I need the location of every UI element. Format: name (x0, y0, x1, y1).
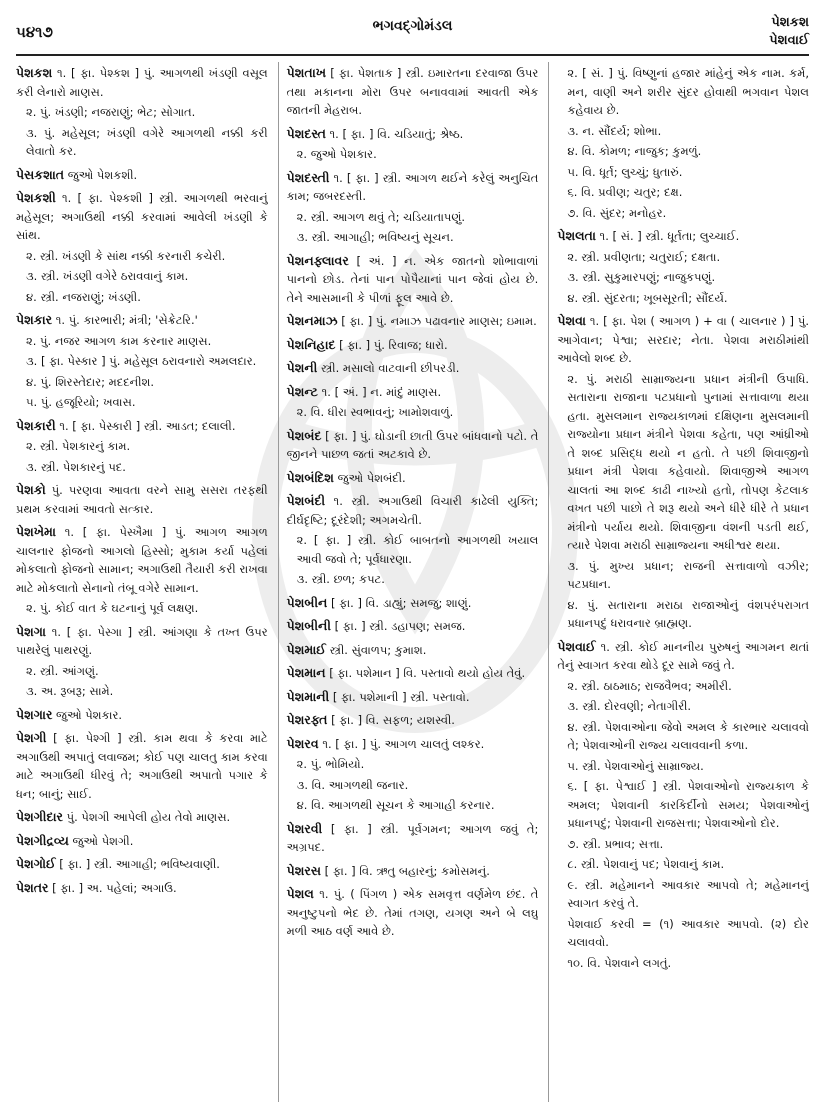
dictionary-entry (16, 855, 268, 874)
entry-headline: પેશગોઈ [ ફા. ] સ્ત્રી. આગાહી; ભવિષ્યવાણી. (16, 856, 220, 871)
entry-headline: પેશરસ [ ફા. ] વિ. ઋતુ બહારનું; કમોસમનું. (286, 862, 490, 878)
entry-sense: ૨. સ્ત્રી. ઠાઠમાઠ; રાજવૈભવ; અમીરી. (567, 678, 732, 693)
entry-headword: પેશરસ (286, 862, 322, 878)
dictionary-entry (287, 617, 539, 636)
entry-sense: ૭. વિ. સુંદર; મનોહર. (567, 205, 667, 220)
entry-sense: ૨. વિ. ધીરા સ્વભાવનું; ખામોશવાળું. (296, 405, 454, 419)
entry-sense: ૫. સ્ત્રી. પેશવાઓનું સામ્રાજ્ય. (567, 758, 704, 773)
dictionary-entry (287, 383, 539, 422)
entry-headword: પેશનફ્લાવર (286, 252, 349, 268)
column-2 (278, 62, 539, 1102)
entry-headline: પેશબીન [ ફા. ] વિ. ડાહ્યું; સમજુ; શાણું. (286, 594, 472, 610)
dictionary-entry (287, 885, 539, 941)
dictionary-entry (287, 125, 539, 164)
dictionary-entry (287, 252, 539, 308)
entry-headline: પેશકો પું. પરણવા આવતા વરને સામુ સસરા તરફથી પ્રથમ કરવામાં આવતો સત્કાર. (16, 482, 268, 516)
entry-sense: ૩. સ્ત્રી. દોરવણી; નેતાગીરી. (567, 699, 692, 713)
entry-headline: પેસકશાત જુઓ પેશકશી. (16, 166, 138, 182)
entry-headword: પેશગા (16, 623, 46, 639)
entry-headword: પેશવા (557, 313, 586, 328)
entry-headword: પેશકશ (16, 65, 53, 80)
entry-headline: પેશમાન [ ફા. પશેમાન ] વિ. પસ્તાવો થયો હોય તેવું. (286, 665, 526, 680)
entry-headline: પેશવાઈ ૧. સ્ત્રી. કોઈ માનનીય પુરુષનું આગમન થતાં તેનું સ્વાગત કરવા થોડે દૂર સામે જવું તે. (557, 638, 810, 672)
dictionary-entry (16, 808, 268, 827)
entry-headword: પેશતાખ (286, 65, 327, 80)
entry-sense: ૪. સ્ત્રી. નજરાણું; ખંડણી. (26, 289, 141, 304)
entry-headword: પેશવાઈ (557, 638, 596, 654)
entry-headline: પેશલ ૧. પું. ( પિંગળ ) એક સમવૃત્ત વર્ણમેળ છંદ. તે અનુષ્ટુપનો ભેદ છે. તેમાં તગણ, યગણ અને બે લઘુ મળી આઠ વર્ણ આવે છે. (286, 886, 539, 938)
entry-headword: પેશબંદી (286, 493, 326, 508)
entry-headline: પેશરવ ૧. [ ફા. ] પું. આગળ ચાલતું લશ્કર. (286, 735, 485, 751)
guide-word-first: પેશકશ (771, 15, 809, 30)
entry-sense: ૨. પું. મરાઠી સામ્રાજ્યના પ્રધાન મંત્રીની ઉપાધિ. સતારાના રાજાના પટપ્રધાનો પુનામાં સત્તાવાળા થયા હતા. મુસલમાન રાજ્યકાળમાં દક્ષિણના મુસલમાની રાજ્યોના પ્રધાન મંત્રીને પેશવા કહેતા, પણ આંધ્રીઓ તે શબ્દ પ્રસિદ્ધ થયો ન હતો. તે પછી શિવાજીનો પ્રધાન મંત્રી પેશવા કહેવાયો. શિવાજીએ આગળ ચાલતાં આ શબ્દ કાઢી નાખ્યો હતો, તોપણ કેટલાક વખત પછી પાછો તે શરૂ થયો અને ધીરે ધીરે તે પ્રધાન મંત્રીનો પર્યાય થયો. શિવાજીના વંશની પડતી થઈ, ત્યારે પેશવા મરાઠી સામ્રાજ્યના અધીશ્વર થયા. (567, 371, 810, 552)
entry-headline: પેશનફ્લાવર [ અં. ] ન. એક જાતનો શોભાવાળાં પાનનો છોડ. તેનાં પાન પોપૈયાનાં પાન જેવાં હોય છે. તેને આસમાની કે પીળાં ફૂલ આવે છે. (286, 252, 539, 305)
page-header (16, 12, 809, 52)
dictionary-entry (287, 862, 539, 881)
entry-headline: પેશખેમા ૧. [ ફા. પેસ્ખૈમા ] પું. આગળ આગળ ચાલનાર ફોજનો આગલો હિસ્સો; મુકામ કર્યા પહેલાં મોકલાતો ફોજનો સામાન; અગાઉથી તૈયારી કરી રાખવા માટે મોકલાતો સેનાનો તંબૂ વગેરે સામાન. (16, 524, 268, 595)
entry-headword: પેશકો (16, 482, 46, 497)
entry-headline: પેશકશી ૧. [ ફા. પેશ્કશી ] સ્ત્રી. આગળથી ભરવાનું મહેસૂલ; અગાઉથી નક્કી કરવામાં આવેલી ખંડણી કે સાંથ. (16, 190, 268, 242)
entry-headword: પેશન્ટ (286, 383, 318, 399)
entry-sense: ૬. [ ફા. પેશ્વાઈ ] સ્ત્રી. પેશવાઓનો રાજ્યકાળ કે અમલ; પેશવાની કારકિર્દીનો સમય; પેશવાઓનું પ્રધાનપદું; પેશવાની રાજસત્તા; પેશવાઓનો દોર. (567, 779, 810, 830)
entry-headword: પેશરવી (286, 820, 323, 836)
dictionary-entry (287, 641, 539, 660)
dictionary-entry (16, 417, 268, 477)
entry-headline: પેશદસ્તી ૧. [ ફા. ] સ્ત્રી. આગળ થઈને કરેલું અનુચિત કામ; જબરદસ્તી. (286, 169, 539, 203)
entry-headline: પેશનમાઝ [ ફા. ] પું. નમાઝ પઢાવનાર માણસ; ઇમામ. (286, 313, 537, 328)
entry-sense: ૨. સ્ત્રી. આંગણું. (26, 663, 99, 678)
dictionary-entry (16, 481, 268, 518)
entry-headline: પેશબીની [ ફા. ] સ્ત્રી. ડહાપણ; સમજ. (286, 618, 466, 633)
entry-headline: પેશબંદી ૧. સ્ત્રી. અગાઉથી વિચારી કાઢેલી યુક્તિ; દીર્ઘદૃષ્ટિ; દૂરંદેશી; અગમચેતી. (286, 493, 539, 527)
entry-sense: ૪. સ્ત્રી. પેશવાઓના જેવો અમલ કે કારભાર ચલાવવો તે; પેશવાઓની રાજ્ય ચલાવવાની કળા. (567, 719, 810, 752)
entry-headword: પેશતર (16, 879, 49, 895)
dictionary-entry (16, 311, 268, 412)
dictionary-entry (287, 64, 539, 120)
dictionary-entry (287, 359, 539, 378)
entry-headword: પેશમાઈ (286, 641, 326, 657)
entry-sense: ૯. સ્ત્રી. મહેમાનને આવકાર આપવો તે; મહેમાનનું સ્વાગત કરવું તે. (567, 877, 810, 910)
entry-headword: પેશકશી (16, 190, 56, 205)
entry-headline: પેશન્ટ ૧. [ અં. ] ન. માંદું માણસ. (286, 383, 442, 399)
entry-headword: પેશમાની (286, 688, 330, 704)
entry-headline: પેશતર [ ફા. ] અ. પહેલાં; અગાઉ. (16, 879, 177, 895)
dictionary-entry (287, 735, 539, 815)
entry-headword: પેશગોઈ (16, 856, 56, 871)
entry-headword: પેશદસ્તી (286, 169, 330, 185)
dictionary-entry (16, 729, 268, 803)
entry-headword: પેશમાન (286, 665, 326, 680)
entry-headword: પેશલતા (557, 228, 596, 243)
dictionary-entry (287, 336, 539, 355)
column-1 (16, 62, 268, 1102)
dictionary-entry (16, 166, 268, 185)
entry-sense: ૨. [ ફા. ] સ્ત્રી. કોઈ બાબતનો આગળથી ખયાલ આવી જવો તે; પૂર્વધારણા. (296, 533, 539, 566)
entry-headword: પેશબીન (286, 594, 328, 610)
entry-headword: પેશબંદ (286, 427, 322, 443)
entry-sense: ૪. વિ. કોમળ; નાજુક; કુમળું. (567, 144, 702, 158)
dictionary-entry (287, 664, 539, 683)
entry-sense: ૨. સ્ત્રી. આગળ થવું તે; ચડિયાતાપણું. (296, 209, 466, 224)
entry-sense: ૩. સ્ત્રી. આગાહી; ભવિષ્યનું સૂચન. (296, 230, 454, 244)
entry-sense: ૩. અ. રૂબરૂ; સામે. (26, 684, 114, 698)
entry-headline: પેશબંદિશ જુઓ પેશબંદી. (286, 469, 406, 485)
entry-headline: પેશતાખ [ ફા. પેશતાક ] સ્ત્રી. ઇમારતના દરવાજા ઉપર તથા મકાનના મોરા ઉપર બનાવવામાં આવતી એક જાતની મેહરાબ. (286, 65, 539, 117)
dictionary-entry (557, 312, 809, 633)
dictionary-entry (16, 879, 268, 898)
entry-headline: પેશકારી ૧. [ ફા. પેસ્કારી ] સ્ત્રી. આડત; દલાલી. (16, 417, 236, 433)
entry-sense: ૩. સ્ત્રી. ખંડણી વગેરે ઠરાવવાનું કામ. (26, 269, 189, 283)
columns (16, 62, 809, 1102)
entry-headword: પેશખેમા (16, 524, 56, 539)
entry-headword: પેશનમાઝ (286, 313, 338, 328)
entry-headword: પેશનિહાદ (286, 336, 336, 352)
entry-sense: ૨. સ્ત્રી. ખંડણી કે સાંથ નક્કી કરનારી કચેરી. (26, 248, 226, 263)
dictionary-entry (16, 832, 268, 851)
dictionary-entry (557, 638, 809, 973)
entry-sense: ૨. જુઓ પેશકાર. (296, 147, 377, 161)
entry-headword: પેશલ (286, 886, 314, 901)
entry-headline: પેશની સ્ત્રી. મસાલો વાટવાની છીપરડી. (286, 360, 460, 375)
entry-sense: ૨. પું. ભોમિયો. (296, 757, 365, 771)
column-3 (548, 62, 809, 1102)
dictionary-entry (16, 64, 268, 161)
dictionary-entry (287, 820, 539, 857)
dictionary-entry (287, 312, 539, 331)
entry-sense: ૭. સ્ત્રી. પ્રભાવ; સત્તા. (567, 836, 664, 851)
entry-sense: ૫. વિ. ધૂર્ત; લુચ્ચું; ધુતારું. (567, 164, 683, 179)
entry-sense: ૪. પું. શિરસ્તેદાર; મદદનીશ. (26, 374, 155, 389)
entry-sense: ૨. [ સં. ] પું. વિષ્ણુનાં હજાર માંહેનું એક નામ. કર્મ, મન, વાણી અને શરીર સુંદર હોવાથી ભગવાન પેશલ કહેવાય છે. (567, 66, 810, 117)
entry-sense: ૧૦. વિ. પેશવાને લગતું. (567, 955, 672, 970)
dictionary-entry (287, 469, 539, 488)
dictionary-entry (287, 492, 539, 589)
entry-sense: ૬. વિ. પ્રવીણ; ચતુર; દક્ષ. (567, 185, 683, 199)
entry-sense: ૩. સ્ત્રી. છળ; કપટ. (296, 572, 385, 586)
dictionary-entry (16, 189, 268, 306)
dictionary-entry (287, 711, 539, 730)
entry-headline: પેશરવી [ ફા. ] સ્ત્રી. પૂર્વગમન; આગળ જવું તે; અગ્રપદ. (286, 820, 539, 854)
entry-headline: પેશરફ્ત [ ફા. ] વિ. સફળ; યશસ્વી. (286, 712, 455, 727)
dictionary-entry (557, 64, 809, 222)
entry-headline: પેશનિહાદ [ ફા. ] પું. રિવાજ; ધારો. (286, 336, 448, 352)
entry-headword: પેશગીદ્રવ્ય (16, 832, 69, 848)
entry-headword: પેશરવ (286, 735, 319, 751)
dictionary-entry (287, 594, 539, 613)
entry-sense: ૨. સ્ત્રી. પેશકારનું કામ. (26, 439, 131, 453)
guide-word-last: પેશવાઈ (769, 33, 809, 48)
entry-sense: ૩. વિ. આગળથી જનાર. (296, 777, 409, 792)
entry-sense: ૩. [ ફા. પેસ્કાર ] પું. મહેસૂલ ઠરાવનારો અમલદાર. (26, 354, 257, 368)
entry-sense: ૩. સ્ત્રી. પેશકારનું પદ. (26, 459, 126, 474)
entry-sense: ૩. પું. મુખ્ય પ્રધાન; રાજની સત્તાવાળો વઝીર; પટપ્રધાન. (567, 558, 810, 591)
page-number: ૫૪૧૭ (16, 23, 53, 41)
entry-headword: પેશરફ્ત (286, 712, 328, 727)
entry-sense: ૩. પું. મહેસૂલ; ખંડણી વગેરે આગળથી નક્કી કરી લેવાતો કર. (26, 125, 268, 158)
entry-headword: પેશગીદાર (16, 809, 63, 824)
entry-headline: પેશગા ૧. [ ફા. પેસ્ગા ] સ્ત્રી. આંગણા કે તખ્ત ઉપર પાથરેલું પાથરણું. (16, 623, 268, 657)
dictionary-entry (16, 623, 268, 701)
entry-sense: ૮. સ્ત્રી. પેશવાનું પદ; પેશવાનું કામ. (567, 857, 725, 871)
entry-sense: ૨. સ્ત્રી. પ્રવીણતા; ચતુરાઈ; દક્ષતા. (567, 249, 721, 264)
entry-headword: પેશબીની (286, 618, 331, 633)
entry-sense: ૪. વિ. આગળથી સૂચન કે આગાહી કરનાર. (296, 798, 495, 812)
entry-headline: પેશગીદ્રવ્ય જુઓ પેશગી. (16, 832, 134, 848)
entry-headline: પેશવા ૧. [ ફા. પેશ ( આગળ ) + વા ( ચાલનાર ) ] પું. આગેવાન; પેશ્વા; સરદાર; નેતા. પેશવા મરાઠીમાંથી આવેલો શબ્દ છે. (557, 313, 810, 365)
dictionary-entry (287, 169, 539, 247)
dictionary-entry (287, 688, 539, 707)
entry-headline: પેશગી [ ફા. પેશ્ગી ] સ્ત્રી. કામ થવા કે કરવા માટે અગાઉથી અપાતું લવાજમ; કોઈ પણ ચાલતુ કામ કરવા માટે અગાઉથી ધીરવું તે; અગાઉથી અપાતો પગાર કે ધન; બાનું; સાઈ. (16, 730, 268, 801)
entry-sense: ૩. ન. સૌંદર્ય; શોભા. (567, 123, 662, 138)
entry-headword: પેશગી (16, 730, 47, 745)
entry-headline: પેશકશ ૧. [ ફા. પેશ્કશ ] પું. આગળથી ખંડણી વસૂલ કરી લેનારો માણસ. (16, 65, 268, 99)
entry-headline: પેશમાઈ સ્ત્રી. સુંવાળપ; કુમાશ. (286, 641, 427, 657)
dictionary-entry (16, 706, 268, 725)
entry-headline: પેશકાર ૧. પું. કારભારી; મંત્રી; 'સેક્રેટરિ.' (16, 312, 198, 327)
entry-headline: પેશબંદ [ ફા. ] પું. ઘોડાની છાતી ઉપર બાંધવાનો પટો. તે જીનને પાછળ જતાં અટકાવે છે. (286, 427, 539, 461)
entry-sense: ૨. પું. નજર આગળ કામ કરનાર માણસ. (26, 333, 212, 348)
entry-headword: પેશદસ્ત (286, 125, 326, 141)
entry-headline: પેશલતા ૧. [ સં. ] સ્ત્રી. ધૂર્તતા; લુચ્ચાઈ. (557, 228, 740, 243)
entry-headword: પેશની (286, 360, 318, 375)
entry-sense: ૪. પું. સતારાના મરાઠા રાજાઓનું વંશપરંપરાગત પ્રધાનપદું ધરાવનાર બ્રાહ્મણ. (567, 597, 810, 630)
dictionary-entry (287, 427, 539, 464)
entry-headline: પેશગીદાર પું. પેશગી આપેલી હોય તેવો માણસ. (16, 809, 231, 824)
entry-headword: પેશબંદિશ (286, 469, 334, 485)
entry-headword: પેશકારી (16, 417, 56, 433)
entry-sense: ૨. પું. કોઈ વાત કે ઘટનાનું પૂર્વ લક્ષણ. (26, 601, 199, 615)
entry-sense: ૨. પું. ખંડણી; નજરાણું; ભેટ; સોગાત. (26, 105, 196, 119)
book-title: ભગવદ્ગોમંડલ (372, 18, 453, 34)
entry-sense: ૫. પું. હજૂરિયો; ખવાસ. (26, 395, 136, 409)
entry-headline: પેશદસ્ત ૧. [ ફા. ] વિ. ચડિયાતું; શ્રેષ્ઠ. (286, 125, 464, 141)
entry-sense: પેશવાઈ કરવી = (૧) આવકાર આપવો. (૨) દોર ચલાવવો. (567, 916, 810, 949)
entry-sense: ૩. સ્ત્રી. સુકુમારપણું; નાજુકપણું. (567, 270, 716, 284)
entry-headline: પેશગાર જુઓ પેશકાર. (16, 706, 123, 722)
dictionary-entry (557, 227, 809, 307)
entry-headword: પેસકશાત (16, 166, 65, 182)
entry-headword: પેશગાર (16, 706, 53, 722)
entry-headline: પેશમાની [ ફા. પશેમાની ] સ્ત્રી. પસ્તાવો. (286, 688, 470, 704)
entry-sense: ૪. સ્ત્રી. સુંદરતા; ખૂબસૂરતી; સૌંદર્ય. (567, 290, 728, 305)
entry-headword: પેશકાર (16, 312, 53, 327)
dictionary-entry (16, 523, 268, 618)
header-rule (16, 54, 809, 56)
